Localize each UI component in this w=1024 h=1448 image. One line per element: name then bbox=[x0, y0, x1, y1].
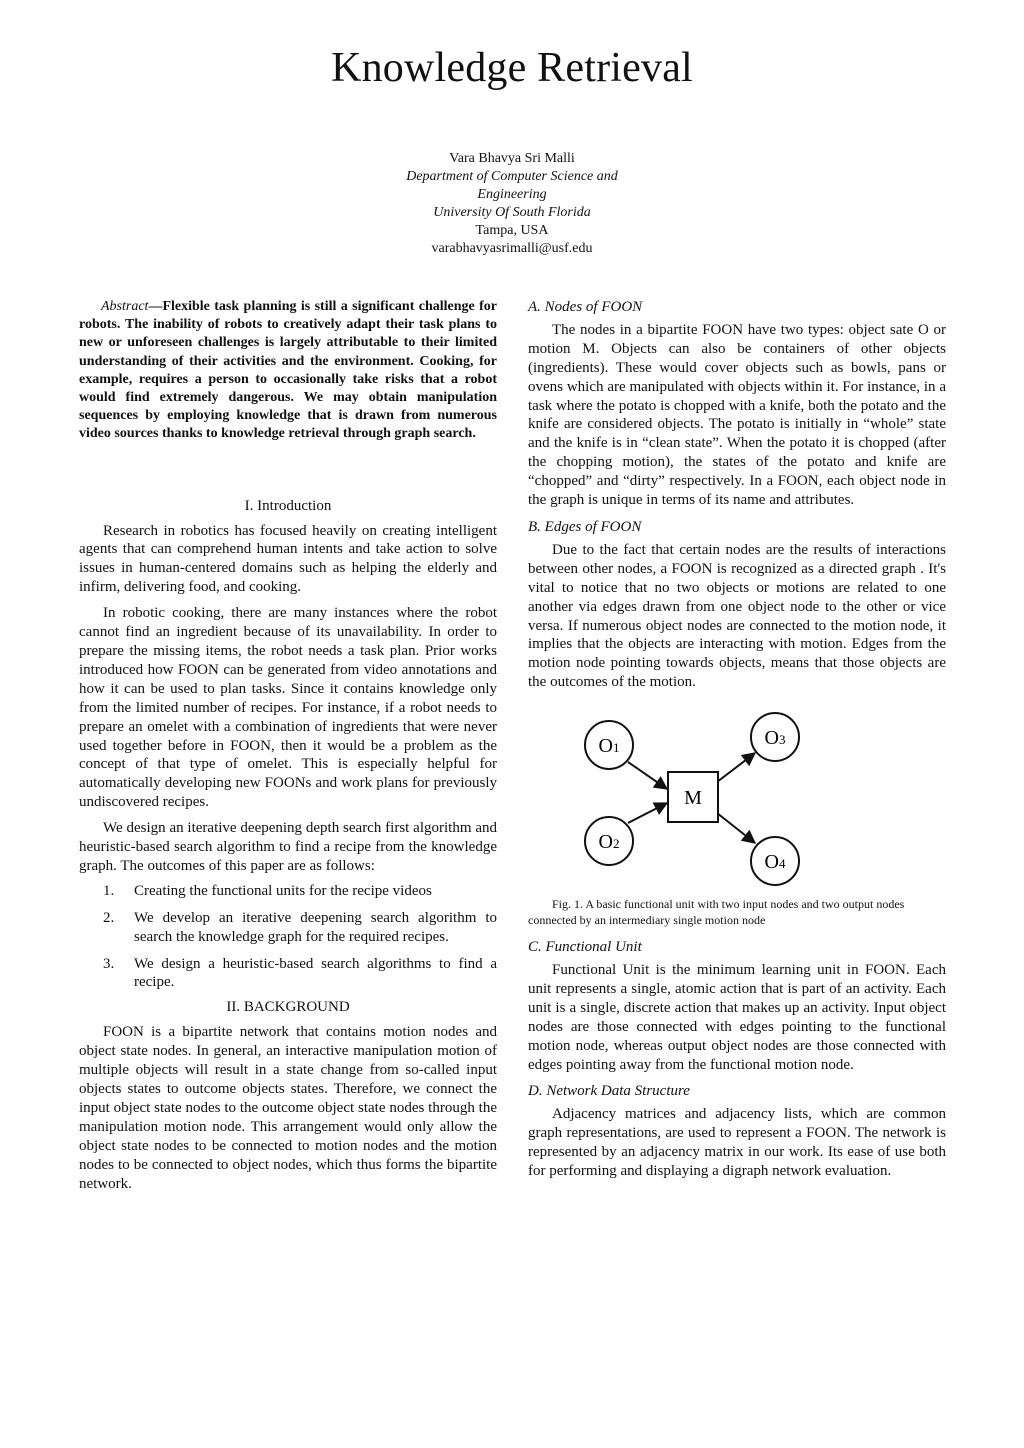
left-column bbox=[79, 298, 497, 1193]
abstract bbox=[79, 298, 497, 444]
network-data-paragraph: Adjacency matrices and adjacency lists, which are common graph representations, are used to represent a FOON. The network is represented by an adjacency matrix in our work. Its ease of use both for performing and displaying a digraph network evaluation. bbox=[528, 1106, 946, 1180]
intro-paragraph-1: Research in robotics has focused heavily on creating intelligent agents that can comprehend human intents and take action to solve issues in human-centered domains such as helping the elderly and infirm, delivering food, and cooking. bbox=[79, 522, 497, 596]
right-column bbox=[528, 298, 946, 1181]
object-node-o2 bbox=[585, 817, 633, 865]
edges-paragraph: Due to the fact that certain nodes are the results of interactions between other nodes, a FOON is recognized as a directed graph . It's vital to notice that no two objects or motions are related to one another via edges drawn from one object node to the other or vice versa. If numerous object nodes are connected to the motion node, it implies that the objects are interacting with motion. Edges from the motion node pointing towards objects, means that those objects are the outcomes of the motion. bbox=[528, 541, 946, 691]
author-university: University Of South Florida bbox=[433, 205, 591, 220]
svg-text:O2: O2 bbox=[598, 831, 620, 854]
figure-functional-unit bbox=[528, 692, 946, 928]
nodes-paragraph: The nodes in a bipartite FOON have two types: object sate O or motion M. Objects can also be containers of other objects (ingredients). These would cover objects such as bowls, pans or ovens which are manipulated with objects within it. For instance, in a task where the potato is chopped with a knife, both the potato and the knife are considered objects. The potato is initially in “whole” state and the knife is in “clean state”. When the potato it is chopped (after the chopping motion), the states of the potato and knife are “chopped” and “dirty” respectively. In a FOON, each object node in the graph is unique in terms of its name and attributes. bbox=[528, 321, 946, 509]
object-node-o1 bbox=[585, 721, 633, 769]
functional-unit-diagram bbox=[528, 692, 946, 897]
author-location: Tampa, USA bbox=[475, 223, 549, 238]
background-paragraph: FOON is a bipartite network that contains motion nodes and object state nodes. In general, an interactive manipulation motion of multiple objects will result in a state change from so-called input objects states to outcome objects states. Therefore, we connect the input object state nodes to the outcome object state nodes through the manipulation motion node. This arrangement would only allow the object state nodes to be connected to motion nodes and the motion nodes to be connected to object nodes, which thus forms the bipartite network. bbox=[79, 1024, 497, 1192]
author-block bbox=[362, 150, 662, 258]
author-email: varabhavyasrimalli@usf.edu bbox=[431, 241, 593, 256]
svg-text:O3: O3 bbox=[764, 727, 786, 750]
list-item: 2. We develop an iterative deepening search algorithm to search the knowledge graph for the required recipes. bbox=[103, 909, 497, 945]
subsection-heading-functional-unit: C. Functional Unit bbox=[528, 939, 642, 956]
intro-numeral: I. bbox=[244, 497, 258, 514]
subsection-heading-edges: B. Edges of FOON bbox=[528, 518, 642, 535]
list-item: 1. Creating the functional units for the recipe videos bbox=[103, 882, 432, 899]
subsection-heading-nodes: A. Nodes of FOON bbox=[528, 299, 643, 315]
object-node-o3 bbox=[751, 713, 799, 761]
intro-paragraph-3: We design an iterative deepening depth search first algorithm and heuristic-based search algorithm to find a recipe from the knowledge graph. The outcomes of this paper are as follows: bbox=[79, 820, 497, 874]
motion-node-m bbox=[668, 772, 718, 822]
intro-heading-text: Introduction bbox=[257, 497, 332, 514]
edge-o2-m bbox=[628, 803, 667, 823]
edge-m-o3 bbox=[717, 753, 755, 782]
paper-title: Knowledge Retrieval bbox=[331, 45, 693, 91]
section-heading-background: II. BACKGROUND bbox=[226, 999, 350, 1016]
edge-m-o4 bbox=[717, 813, 755, 843]
edge-o1-m bbox=[628, 762, 667, 789]
intro-paragraph-2: In robotic cooking, there are many instances where the robot cannot find an ingredient because of its unavailability. In order to prepare the missing items, the robot needs a task plan. Prior works introduced how FOON can be generated from video annotations and how it can be used to plan tasks. Since it contains knowledge only from the limited number of recipes. For instance, if a robot needs to prepare an omelet with a combination of ingredients that were never used together before in FOON, then it would be a problem as the concept of that type of omelet. This is especially helpful for automatically developing new FOONs and work plans for previously undiscovered recipes. bbox=[79, 605, 497, 811]
author-name: Vara Bhavya Sri Malli bbox=[449, 151, 575, 166]
list-item: 3. We design a heuristic-based search algorithms to find a recipe. bbox=[103, 955, 497, 991]
figure-caption: Fig. 1. A basic functional unit with two input nodes and two output nodes connected by an intermediary single motion node bbox=[528, 897, 905, 927]
author-department: Department of Computer Science and bbox=[406, 169, 618, 184]
object-node-o4 bbox=[751, 837, 799, 885]
abstract-text: —Flexible task planning is still a significant challenge for robots. The inability of robots to creatively adapt their task plans to new or unforeseen challenges is largely attributable to their limited understanding of their activities and the environment. Cooking, for example, requires a person to occasionally take risks that a robot would find extremely dangerous. We may obtain manipulation sequences by employing knowledge that is drawn from numerous video sources thanks to knowledge retrieval through graph search. bbox=[79, 299, 497, 442]
svg-text:O4: O4 bbox=[764, 851, 786, 874]
functional-unit-paragraph: Functional Unit is the minimum learning unit in FOON. Each unit represents a single, atomic action that is part of an activity. Each unit is a single, discrete action that makes up an activity. Input object nodes are those connected with edges pointing to the functional motion node, whereas output object nodes are those connected with edges pointing away from the functional motion node. bbox=[528, 962, 946, 1073]
section-heading-introduction bbox=[79, 497, 497, 516]
subsection-heading-network-data: D. Network Data Structure bbox=[528, 1083, 690, 1100]
contribution-list bbox=[79, 882, 497, 993]
svg-text:O1: O1 bbox=[598, 735, 620, 758]
abstract-lead: Abstract bbox=[101, 299, 149, 314]
author-department-cont: Engineering bbox=[477, 187, 547, 202]
svg-text:M: M bbox=[684, 787, 702, 810]
